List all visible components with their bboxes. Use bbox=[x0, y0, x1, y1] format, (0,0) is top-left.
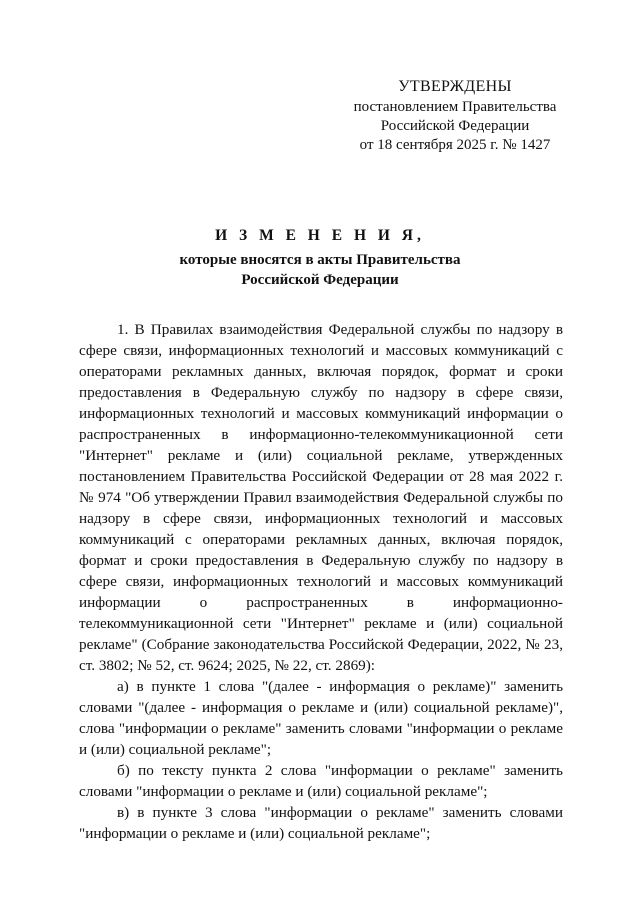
document-heading bbox=[0, 225, 640, 290]
approval-title: УТВЕРЖДЕНЫ bbox=[398, 78, 512, 95]
approval-line: от 18 сентября 2025 г. № 1427 bbox=[359, 137, 551, 153]
document-subtitle: которые вносятся в акты Правительства bbox=[179, 252, 461, 268]
document-subtitle: Российской Федерации bbox=[241, 272, 399, 288]
approval-line: постановлением Правительства bbox=[353, 99, 557, 115]
paragraph: б) по тексту пункта 2 слова "информации о рекламе" заменить словами "информации о рекламе и (или) социальной рекламе"; bbox=[79, 762, 563, 800]
paragraph: 1. В Правилах взаимодействия Федеральной службы по надзору в сфере связи, информационных технологий и массовых коммуникаций с операторами рекламных данных, включая порядок, формат и сроки предоставления в Федеральную службу по надзору в сфере связи, информационных технологий и массовых коммуникаций информации о распространенных в информационно-телекоммуникационной сети "Интернет" рекламе и (или) социальной рекламе, утвержденных постановлением Правительства Российской Федерации от 28 мая 2022 г. № 974 "Об утверждении Правил взаимодействия Федеральной службы по надзору в сфере связи, информационных технологий и массовых коммуникаций с операторами рекламных данных, включая порядок, формат и сроки предоставления в Федеральную службу по надзору в сфере связи, информационных технологий и массовых коммуникаций информации о распространенных в информационно-телекоммуникационной сети "Интернет" рекламе и (или) социальной рекламе" (Собрание законодательства Российской Федерации, 2022, № 23, ст. 3802; № 52, ст. 9624; 2025, № 22, ст. 2869): bbox=[79, 321, 563, 674]
document-title: И З М Е Н Е Н И Я, bbox=[215, 227, 425, 244]
approval-stamp bbox=[330, 76, 580, 155]
paragraph: а) в пункте 1 слова "(далее - информация о рекламе)" заменить словами "(далее - информация о рекламе и (или) социальной рекламе)", слова "информации о рекламе" заменить словами "информации о рекламе и (или) социальной рекламе"; bbox=[79, 678, 563, 758]
approval-line: Российской Федерации bbox=[380, 118, 530, 134]
document-body bbox=[79, 319, 563, 844]
paragraph: в) в пункте 3 слова "информации о рекламе" заменить словами "информации о рекламе и (или) социальной рекламе"; bbox=[79, 804, 563, 842]
